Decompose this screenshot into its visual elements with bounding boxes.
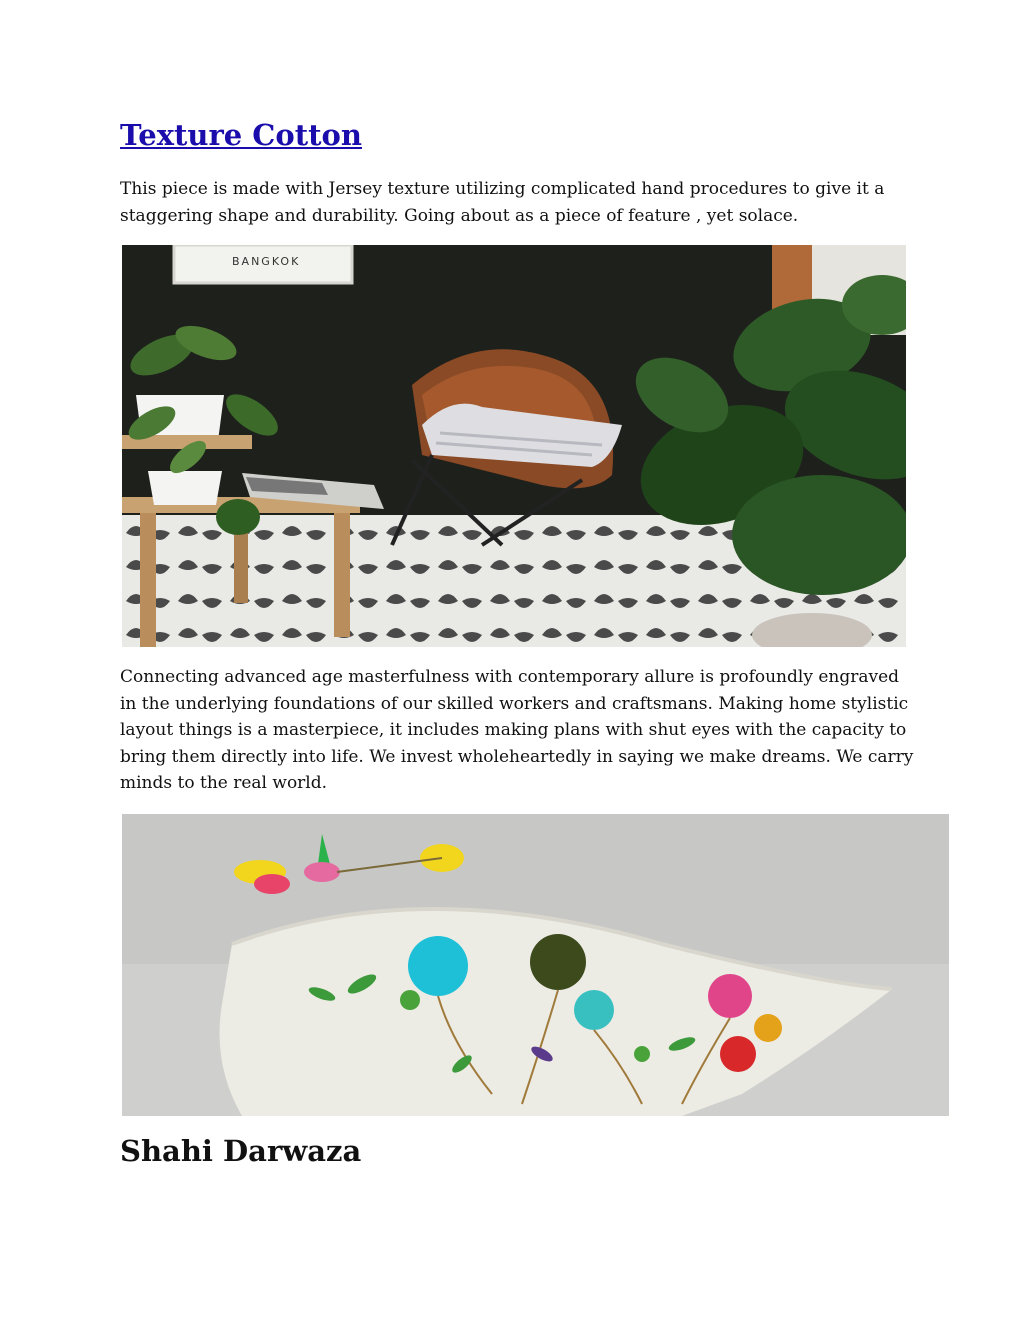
poster-text: BANGKOK — [232, 255, 301, 268]
living-room-photo — [122, 245, 906, 647]
intro-paragraph: This piece is made with Jersey texture utilizing complicated hand procedures to give it a staggering shape and durability. Going about as a piece of feature , yet solace. — [120, 179, 885, 226]
texture-cotton-heading-link[interactable]: Texture Cotton — [120, 118, 362, 152]
shahi-darwaza-heading: Shahi Darwaza — [120, 1134, 362, 1168]
craftsmanship-paragraph: Connecting advanced age masterfulness with contemporary allure is profoundly engraved in the underlying foundations of our skilled workers and craftsmans. Making home stylistic layout things is a masterpiece, it includes making plans with shut eyes with the capacity to bring them directly into life. We invest wholeheartedly in saying we make dreams. We carry minds to the real world. — [120, 667, 914, 793]
embroidered-cushion-photo — [122, 814, 949, 1116]
